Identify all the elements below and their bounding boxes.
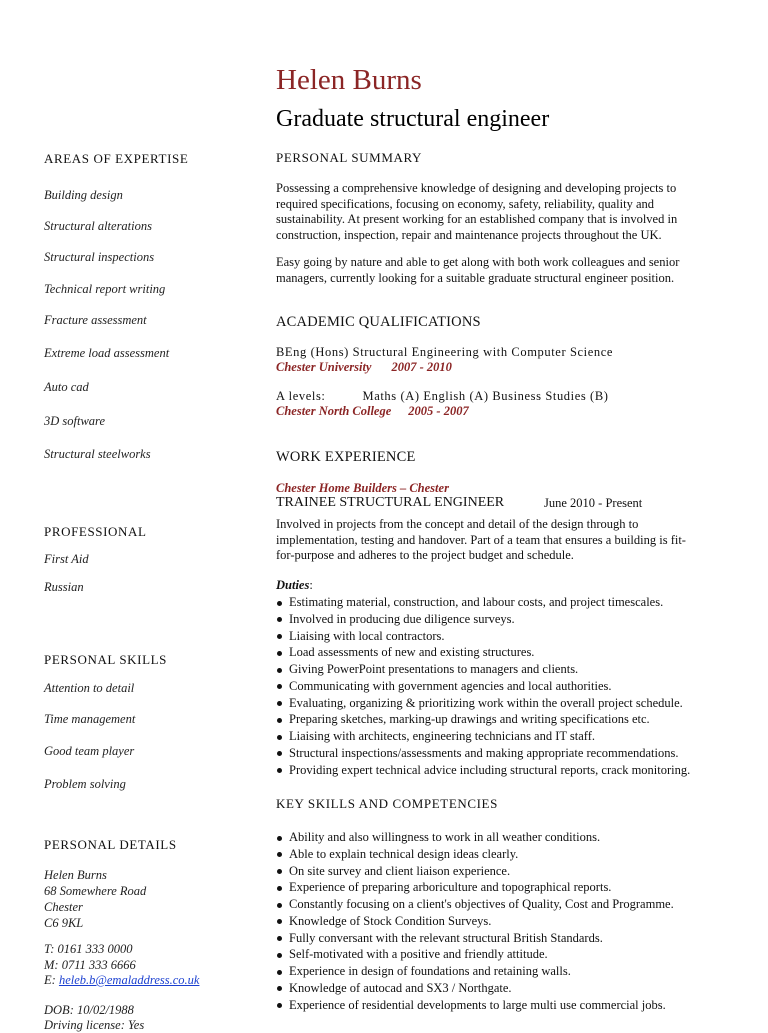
duties-colon: : xyxy=(309,578,313,592)
personal-details-heading: PERSONAL DETAILS xyxy=(44,837,177,852)
degree-institution-row xyxy=(276,360,452,375)
email-link[interactable]: heleb.b@emaladdress.co.uk xyxy=(58,973,200,987)
skill-item: Experience in design of foundations and retaining walls. xyxy=(276,963,674,980)
alevels-institution-row xyxy=(276,404,469,419)
summary-heading: PERSONAL SUMMARY xyxy=(276,150,423,165)
alevels-years: 2005 - 2007 xyxy=(408,404,469,418)
skill-item: Experience of preparing arboriculture and topographical reports. xyxy=(276,879,674,896)
expertise-item: 3D software xyxy=(44,414,105,428)
summary-line: required specifications, focusing on economy, safety, reliability, quality and xyxy=(276,196,655,211)
summary-line: managers, currently looking for a suitable graduate structural engineer position. xyxy=(276,270,675,285)
expertise-item: Building design xyxy=(44,188,123,202)
professional-item: Russian xyxy=(44,580,84,594)
summary-line: construction, inspection, repair and maintenance projects throughout the UK. xyxy=(276,227,662,242)
duty-item: Load assessments of new and existing structures. xyxy=(276,644,690,661)
employer: Chester Home Builders – Chester xyxy=(276,481,449,495)
key-skills-heading: KEY SKILLS AND COMPETENCIES xyxy=(276,796,498,811)
alevels-school: Chester North College xyxy=(276,404,392,418)
duty-item: Estimating material, construction, and labour costs, and project timescales. xyxy=(276,594,690,611)
expertise-item: Extreme load assessment xyxy=(44,346,170,360)
skill-item: On site survey and client liaison experience. xyxy=(276,863,674,880)
expertise-heading: AREAS OF EXPERTISE xyxy=(44,151,189,166)
personal-skill-item: Good team player xyxy=(44,744,135,758)
summary-paragraph-2 xyxy=(276,255,726,286)
role-title: TRAINEE STRUCTURAL ENGINEER xyxy=(276,495,505,510)
duty-item: Communicating with government agencies and local authorities. xyxy=(276,678,690,695)
employer-row xyxy=(276,481,449,496)
duty-item: Liaising with local contractors. xyxy=(276,628,690,645)
duty-item: Preparing sketches, marking-up drawings and writing specifications etc. xyxy=(276,711,690,728)
skill-item: Knowledge of Stock Condition Surveys. xyxy=(276,913,674,930)
expertise-item: Structural inspections xyxy=(44,250,155,264)
duty-item: Giving PowerPoint presentations to managers and clients. xyxy=(276,661,690,678)
alevels-row xyxy=(276,389,609,404)
degree-years: 2007 - 2010 xyxy=(391,360,452,374)
description-line: Involved in projects from the concept and detail of the design through to xyxy=(276,517,639,531)
degree: BEng (Hons) Structural Engineering with Computer Science xyxy=(276,345,614,359)
personal-skill-item: Problem solving xyxy=(44,777,126,791)
details-name: Helen Burns xyxy=(44,868,107,882)
expertise-item: Technical report writing xyxy=(44,282,166,296)
duties-list xyxy=(276,594,690,778)
duties-label: Duties xyxy=(276,578,310,592)
details-city: Chester xyxy=(44,900,83,914)
description-line: for-purpose and adheres to the project budget and schedule. xyxy=(276,548,574,563)
degree-school: Chester University xyxy=(276,360,372,374)
duty-item: Evaluating, organizing & prioritizing work within the overall project schedule. xyxy=(276,695,690,712)
skill-item: Ability and also willingness to work in all weather conditions. xyxy=(276,829,674,846)
professional-heading: PROFESSIONAL xyxy=(44,524,147,539)
candidate-name: Helen Burns xyxy=(276,64,422,96)
summary-line: Easy going by nature and able to get along with both work colleagues and senior xyxy=(276,255,680,269)
personal-skills-heading: PERSONAL SKILLS xyxy=(44,652,168,667)
description-line: implementation, testing and handover. Part of a team that ensures a building is fit- xyxy=(276,532,686,547)
alevels-subjects: Maths (A) English (A) Business Studies (B) xyxy=(362,389,609,403)
job-title: Graduate structural engineer xyxy=(276,106,550,132)
duty-item: Structural inspections/assessments and making appropriate recommendations. xyxy=(276,745,690,762)
work-heading: WORK EXPERIENCE xyxy=(276,449,416,465)
duty-item: Providing expert technical advice including structural reports, crack monitoring. xyxy=(276,762,690,779)
expertise-item: Fracture assessment xyxy=(44,313,147,327)
summary-line: sustainability. At present working for an established company that is involved in xyxy=(276,212,678,227)
professional-item: First Aid xyxy=(44,552,89,566)
role-description xyxy=(276,517,726,564)
expertise-item: Auto cad xyxy=(44,380,89,394)
details-mobile: M: 0711 333 6666 xyxy=(44,958,136,972)
skill-item: Constantly focusing on a client's objectives of Quality, Cost and Programme. xyxy=(276,896,674,913)
details-email-row xyxy=(44,973,199,988)
skill-item: Fully conversant with the relevant structural British Standards. xyxy=(276,930,674,947)
academic-heading: ACADEMIC QUALIFICATIONS xyxy=(276,314,481,330)
duty-item: Liaising with architects, engineering technicians and IT staff. xyxy=(276,728,690,745)
key-skills-list xyxy=(276,829,674,1013)
skill-item: Experience of residential developments to large multi use commercial jobs. xyxy=(276,997,674,1014)
alevels-label: A levels: xyxy=(276,389,326,403)
details-postcode: C6 9KL xyxy=(44,916,84,930)
duty-item: Involved in producing due diligence surveys. xyxy=(276,611,690,628)
skill-item: Self-motivated with a positive and friendly attitude. xyxy=(276,946,674,963)
summary-line: Possessing a comprehensive knowledge of designing and developing projects to xyxy=(276,181,677,195)
skill-item: Knowledge of autocad and SX3 / Northgate. xyxy=(276,980,674,997)
expertise-item: Structural alterations xyxy=(44,219,152,233)
skill-item: Able to explain technical design ideas clearly. xyxy=(276,846,674,863)
details-phone: T: 0161 333 0000 xyxy=(44,942,133,956)
personal-skill-item: Time management xyxy=(44,712,136,726)
details-email-prefix: E: xyxy=(44,973,59,987)
summary-paragraph-1 xyxy=(276,181,726,243)
expertise-item: Structural steelworks xyxy=(44,447,151,461)
duties-label-row xyxy=(276,578,313,593)
personal-skill-item: Attention to detail xyxy=(44,681,135,695)
role-dates: June 2010 - Present xyxy=(544,496,643,510)
details-street: 68 Somewhere Road xyxy=(44,884,147,898)
details-licence: Driving license: Yes xyxy=(44,1018,145,1032)
details-dob: DOB: 10/02/1988 xyxy=(44,1003,134,1017)
